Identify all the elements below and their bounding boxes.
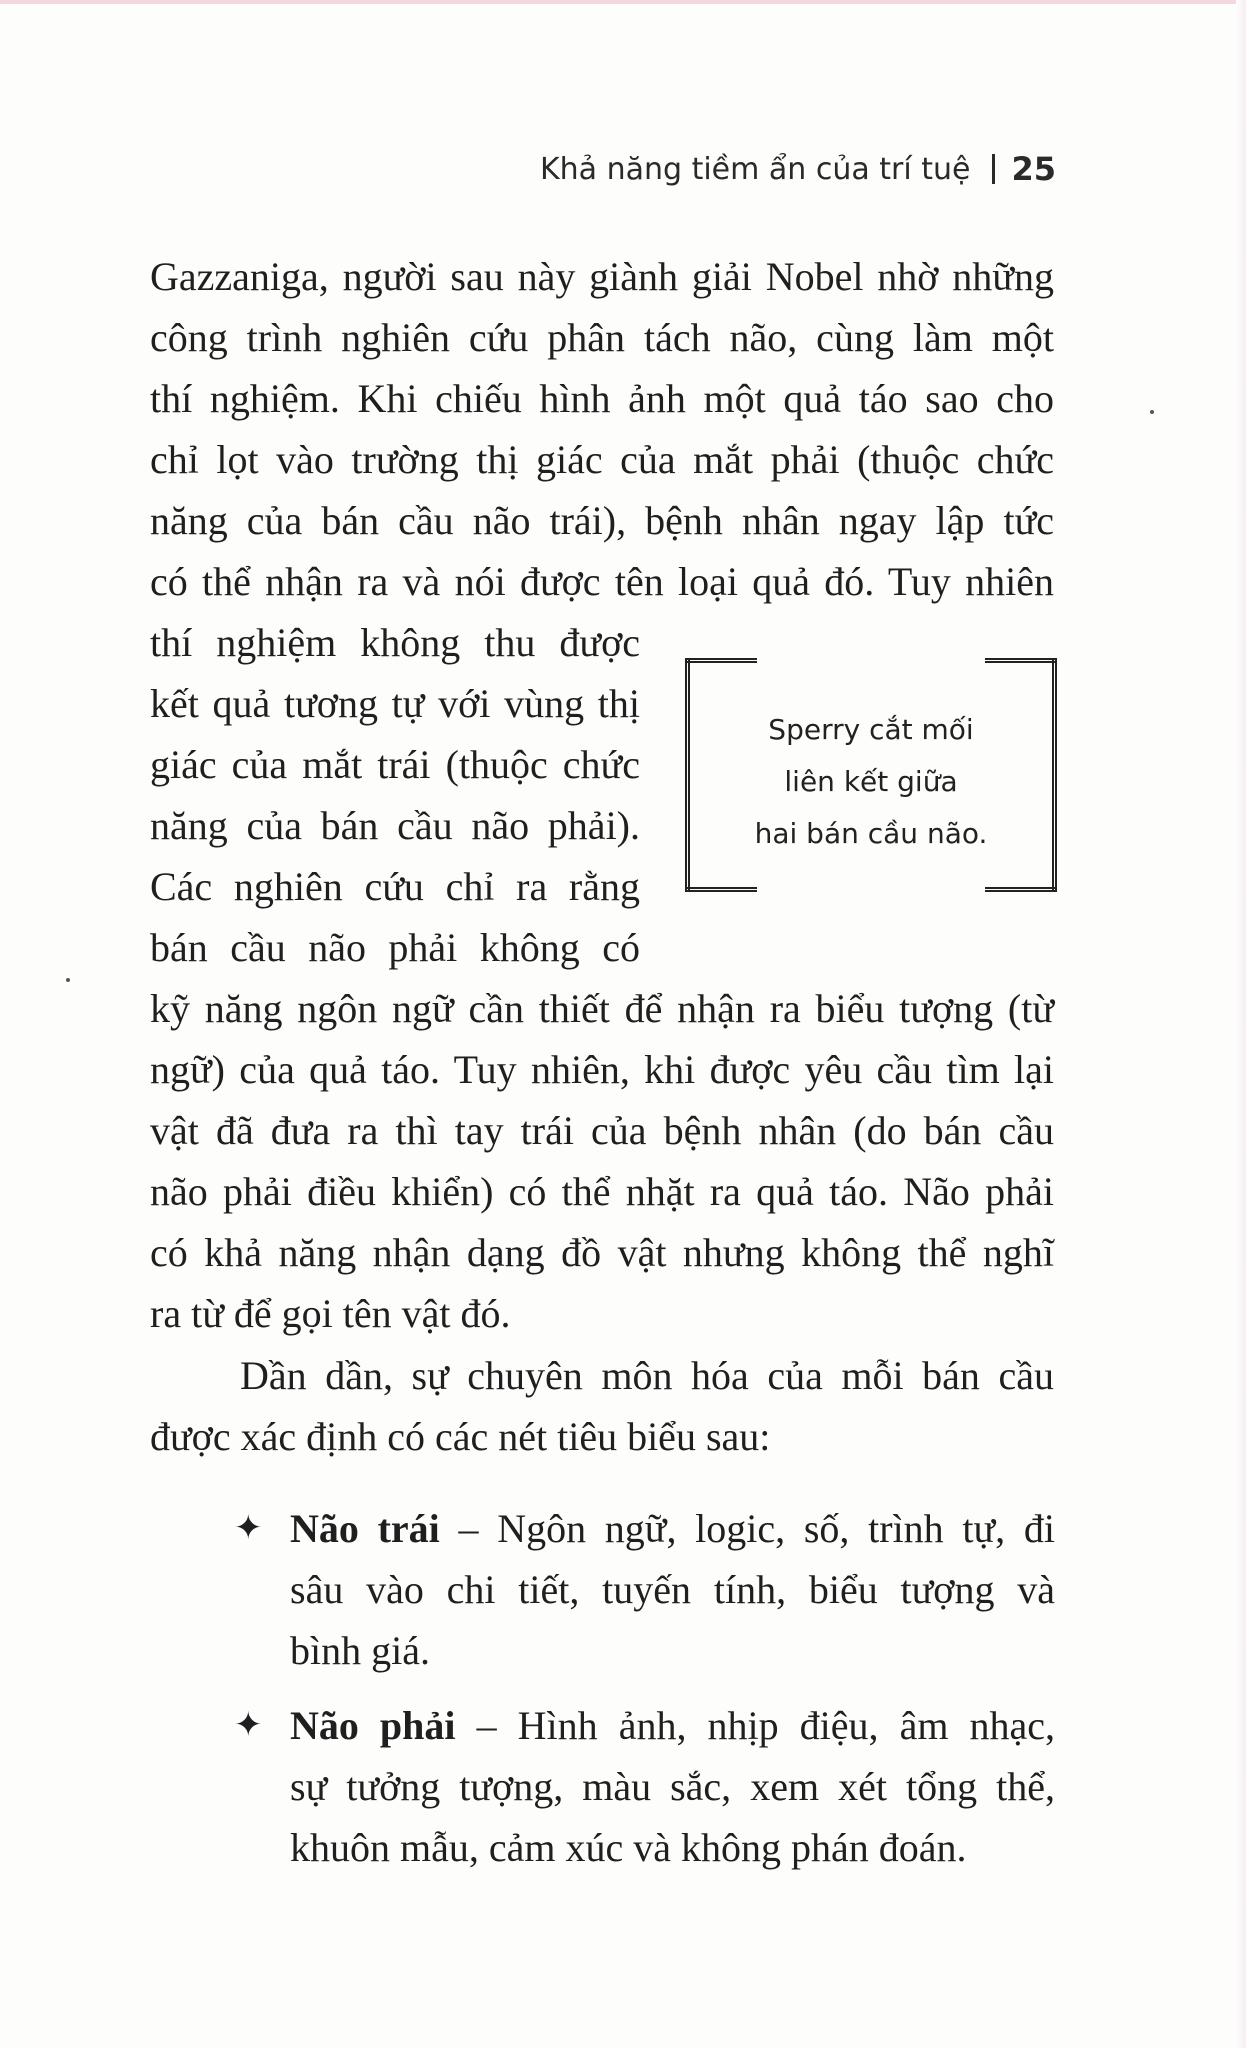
- text-line: Gazzaniga, người sau này giành giải Nobel nhờ những: [150, 254, 1054, 299]
- page-number: 25: [1011, 150, 1056, 188]
- text-line: có khả năng nhận dạng đồ vật nhưng không thể nghĩ: [150, 1230, 1054, 1275]
- paragraph-1-continued: [150, 978, 1054, 1344]
- page-right-edge: [1236, 0, 1246, 2048]
- bullet-star-icon: ✦: [234, 1508, 263, 1548]
- pull-quote-line: hai bán cầu não.: [754, 817, 988, 850]
- print-speck: [1150, 410, 1154, 414]
- bracket-right-top: [985, 658, 1057, 663]
- bracket-right-bottom: [985, 887, 1057, 892]
- header-separator: [992, 154, 995, 184]
- text-line: công trình nghiên cứu phân tách não, cùng làm một: [150, 315, 1054, 360]
- text-line: năng của bán cầu não trái), bệnh nhân ngay lập tức: [150, 498, 1054, 543]
- bullet-list: [234, 1498, 1056, 1892]
- bullet-line: khuôn mẫu, cảm xúc và không phán đoán.: [290, 1825, 967, 1870]
- bullet-text: Ngôn ngữ, logic, số, trình tự, đi: [497, 1506, 1055, 1551]
- bracket-left-bottom: [685, 887, 757, 892]
- bracket-left-top: [685, 658, 757, 663]
- text-line: kết quả tương tự với vùng thị: [150, 681, 640, 726]
- bullet-line: [290, 1498, 1055, 1559]
- text-line: thí nghiệm. Khi chiếu hình ảnh một quả táo sao cho: [150, 376, 1054, 421]
- bullet-line: sự tưởng tượng, màu sắc, xem xét tổng thể,: [290, 1764, 1055, 1809]
- bracket-right-side: [1052, 658, 1057, 892]
- text-line: năng của bán cầu não phải).: [150, 803, 640, 848]
- pull-quote-text: [705, 704, 1037, 860]
- print-speck: [66, 978, 70, 982]
- text-line: bán cầu não phải không có: [150, 925, 640, 970]
- bracket-left-side: [685, 658, 690, 892]
- bullet-item-left-brain: [234, 1498, 1055, 1681]
- bullet-dash: –: [455, 1703, 518, 1748]
- chapter-title: Khả năng tiềm ẩn của trí tuệ: [539, 151, 971, 187]
- pull-quote-line: Sperry cắt mối: [768, 713, 974, 746]
- text-line: được xác định có các nét tiêu biểu sau:: [150, 1414, 771, 1459]
- page-top-edge: [0, 0, 1246, 4]
- bullet-line: [290, 1695, 1055, 1756]
- text-line: ra từ để gọi tên vật đó.: [150, 1291, 511, 1336]
- text-line: ngữ) của quả táo. Tuy nhiên, khi được yêu cầu tìm lại: [150, 1047, 1054, 1092]
- text-line: Các nghiên cứu chỉ ra rằng: [150, 864, 640, 909]
- text-line: vật đã đưa ra thì tay trái của bệnh nhân (do bán cầu: [150, 1108, 1054, 1153]
- text-line: có thể nhận ra và nói được tên loại quả đó. Tuy nhiên: [150, 559, 1054, 604]
- bullet-star-icon: ✦: [234, 1705, 263, 1745]
- pull-quote: [685, 658, 1057, 892]
- text-line: kỹ năng ngôn ngữ cần thiết để nhận ra biểu tượng (từ: [150, 986, 1054, 1031]
- paragraph-1: [150, 246, 1054, 612]
- bullet-term: Não phải: [290, 1703, 456, 1748]
- running-header: [540, 150, 1056, 188]
- bullet-item-right-brain: [234, 1695, 1056, 1878]
- bullet-term: Não trái: [290, 1506, 440, 1551]
- paragraph-1-wrap-column: [150, 612, 640, 978]
- text-line: giác của mắt trái (thuộc chức: [150, 742, 640, 787]
- text-line: chỉ lọt vào trường thị giác của mắt phải (thuộc chức: [150, 437, 1054, 482]
- paragraph-2: [150, 1345, 1054, 1467]
- text-line: não phải điều khiển) có thể nhặt ra quả táo. Não phải: [150, 1169, 1054, 1214]
- text-line: thí nghiệm không thu được: [150, 620, 640, 665]
- text-line: Dần dần, sự chuyên môn hóa của mỗi bán cầu: [240, 1353, 1054, 1398]
- bullet-line: sâu vào chi tiết, tuyến tính, biểu tượng và: [290, 1567, 1055, 1612]
- bullet-dash: –: [439, 1506, 498, 1551]
- bullet-text: Hình ảnh, nhịp điệu, âm nhạc,: [517, 1703, 1056, 1748]
- pull-quote-line: liên kết giữa: [784, 765, 958, 798]
- bullet-line: bình giá.: [290, 1628, 430, 1673]
